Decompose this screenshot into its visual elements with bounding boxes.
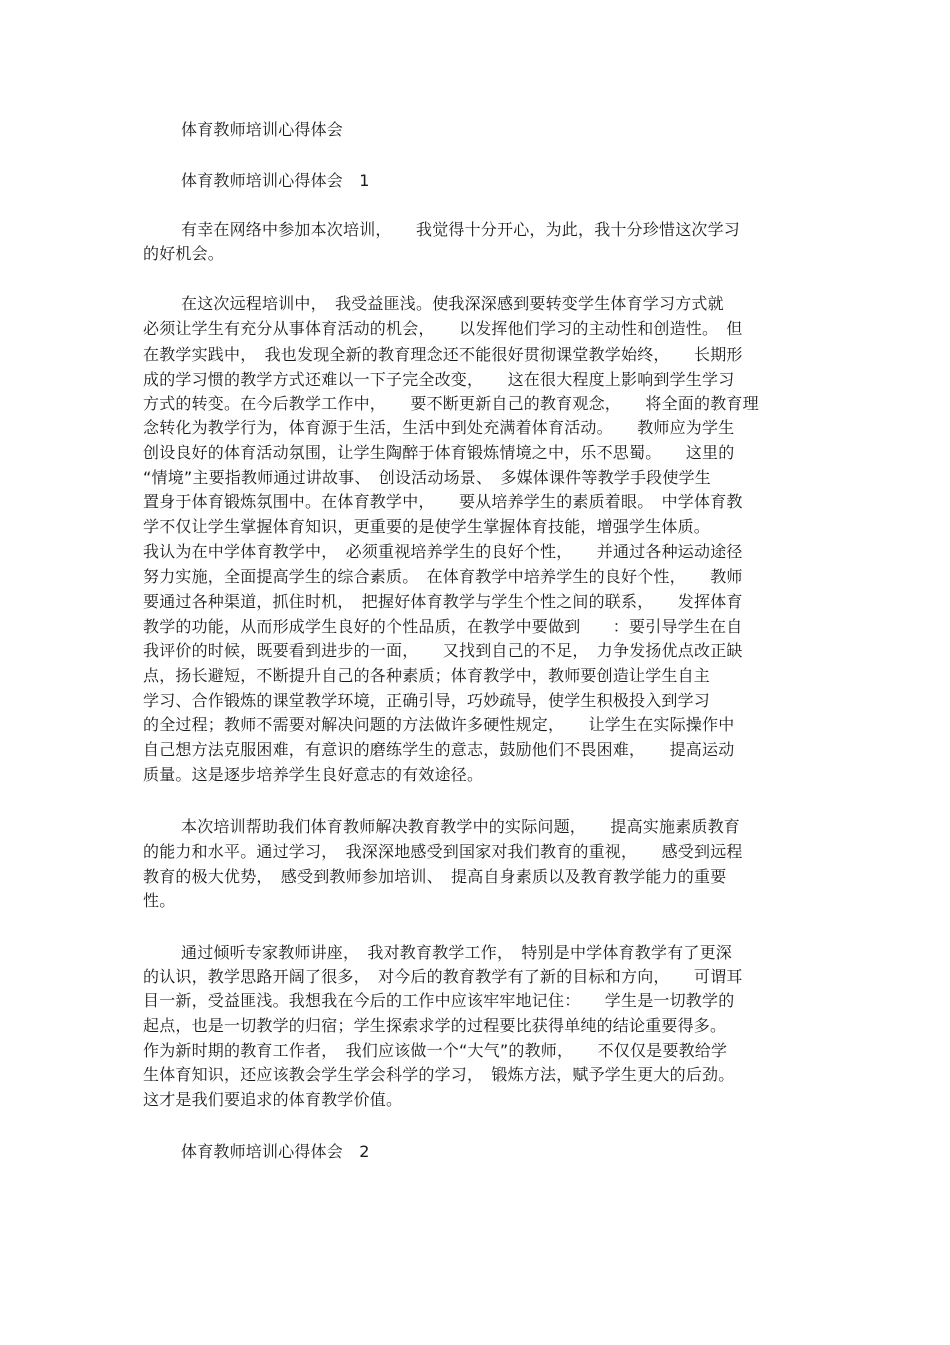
paragraph-line: 点，扬长避短，不断提升自己的各种素质；体育教学中，教师要创造让学生自主 — [143, 666, 711, 685]
document-title: 体育教师培训心得体会 — [181, 120, 344, 139]
paragraph-line: 成的学习惯的教学方式还难以一下子完全改变， 这在很大程度上影响到学生学习 — [143, 370, 735, 389]
paragraph-line: 要通过各种渠道，抓住时机， 把握好体育教学与学生个性之间的联系， 发挥体育 — [143, 592, 743, 611]
paragraph-line: 方式的转变。在今后教学工作中， 要不断更新自己的教育观念， 将全面的教育理 — [143, 394, 759, 413]
paragraph-line: 学习、合作锻炼的课堂教学环境，正确引导，巧妙疏导，使学生积极投入到学习 — [143, 691, 711, 710]
paragraph-line: 教学的功能，从而形成学生良好的个性品质，在教学中要做到 ：要引导学生在自 — [143, 617, 743, 636]
section-heading-2: 体育教师培训心得体会 2 — [181, 1142, 370, 1161]
paragraph-line: 创设良好的体育活动氛围，让学生陶醉于体育锻炼情境之中，乐不思蜀。 这里的 — [143, 443, 735, 462]
paragraph-line: 我评价的时候，既要看到进步的一面， 又找到自己的不足， 力争发扬优点改正缺 — [143, 641, 743, 660]
paragraph-line: 目一新，受益匪浅。我想我在今后的工作中应该牢牢地记住： 学生是一切教学的 — [143, 991, 735, 1010]
paragraph-line: “情境”主要指教师通过讲故事、 创设活动场景、 多媒体课件等教学手段使学生 — [143, 468, 711, 487]
paragraph-line: 在这次远程培训中， 我受益匪浅。使我深深感到要转变学生体育学习方式就 — [181, 294, 724, 313]
paragraph-line: 质量。这是逐步培养学生良好意志的有效途径。 — [143, 765, 484, 784]
paragraph-line: 性。 — [143, 891, 176, 910]
paragraph-line: 我认为在中学体育教学中， 必须重视培养学生的良好个性， 并通过各种运动途径 — [143, 542, 743, 561]
paragraph-line: 生体育知识，还应该教会学生学会科学的学习， 锻炼方法，赋予学生更大的后劲。 — [143, 1065, 735, 1084]
paragraph-line: 的认识，教学思路开阔了很多， 对今后的教育教学有了新的目标和方向， 可谓耳 — [143, 967, 743, 986]
paragraph-line: 这才是我们要追求的体育教学价值。 — [143, 1090, 403, 1109]
paragraph-line: 的全过程；教师不需要对解决问题的方法做许多硬性规定， 让学生在实际操作中 — [143, 715, 735, 734]
paragraph-line: 起点，也是一切教学的归宿；学生探索求学的过程要比获得单纯的结论重要得多。 — [143, 1016, 727, 1035]
paragraph-line: 有幸在网络中参加本次培训， 我觉得十分开心，为此，我十分珍惜这次学习 — [181, 220, 741, 239]
paragraph-line: 教育的极大优势， 感受到教师参加培训、 提高自身素质以及教育教学能力的重要 — [143, 867, 727, 886]
paragraph-line: 的好机会。 — [143, 244, 225, 263]
paragraph-line: 作为新时期的教育工作者， 我们应该做一个“大气”的教师， 不仅仅是要教给学 — [143, 1041, 728, 1060]
paragraph-line: 努力实施，全面提高学生的综合素质。 在体育教学中培养学生的良好个性， 教师 — [143, 567, 743, 586]
paragraph-line: 置身于体育锻炼氛围中。在体育教学中， 要从培养学生的素质着眼。 中学体育教 — [143, 492, 743, 511]
paragraph-line: 自己想方法克服困难，有意识的磨练学生的意志，鼓励他们不畏困难， 提高运动 — [143, 740, 735, 759]
paragraph-line: 本次培训帮助我们体育教师解决教育教学中的实际问题， 提高实施素质教育 — [181, 817, 741, 836]
paragraph-line: 通过倾听专家教师讲座， 我对教育教学工作， 特别是中学体育教学有了更深 — [181, 943, 733, 962]
paragraph-line: 必须让学生有充分从事体育活动的机会， 以发挥他们学习的主动性和创造性。 但 — [143, 319, 743, 338]
paragraph-line: 念转化为教学行为，体育源于生活，生活中到处充满着体育活动。 教师应为学生 — [143, 418, 735, 437]
paragraph-line: 的能力和水平。通过学习， 我深深地感受到国家对我们教育的重视， 感受到远程 — [143, 842, 743, 861]
paragraph-line: 在教学实践中， 我也发现全新的教育理念还不能很好贯彻课堂教学始终， 长期形 — [143, 345, 743, 364]
section-heading-1: 体育教师培训心得体会 1 — [181, 171, 370, 190]
paragraph-line: 学不仅让学生掌握体育知识，更重要的是使学生掌握体育技能，增强学生体质。 — [143, 517, 711, 536]
